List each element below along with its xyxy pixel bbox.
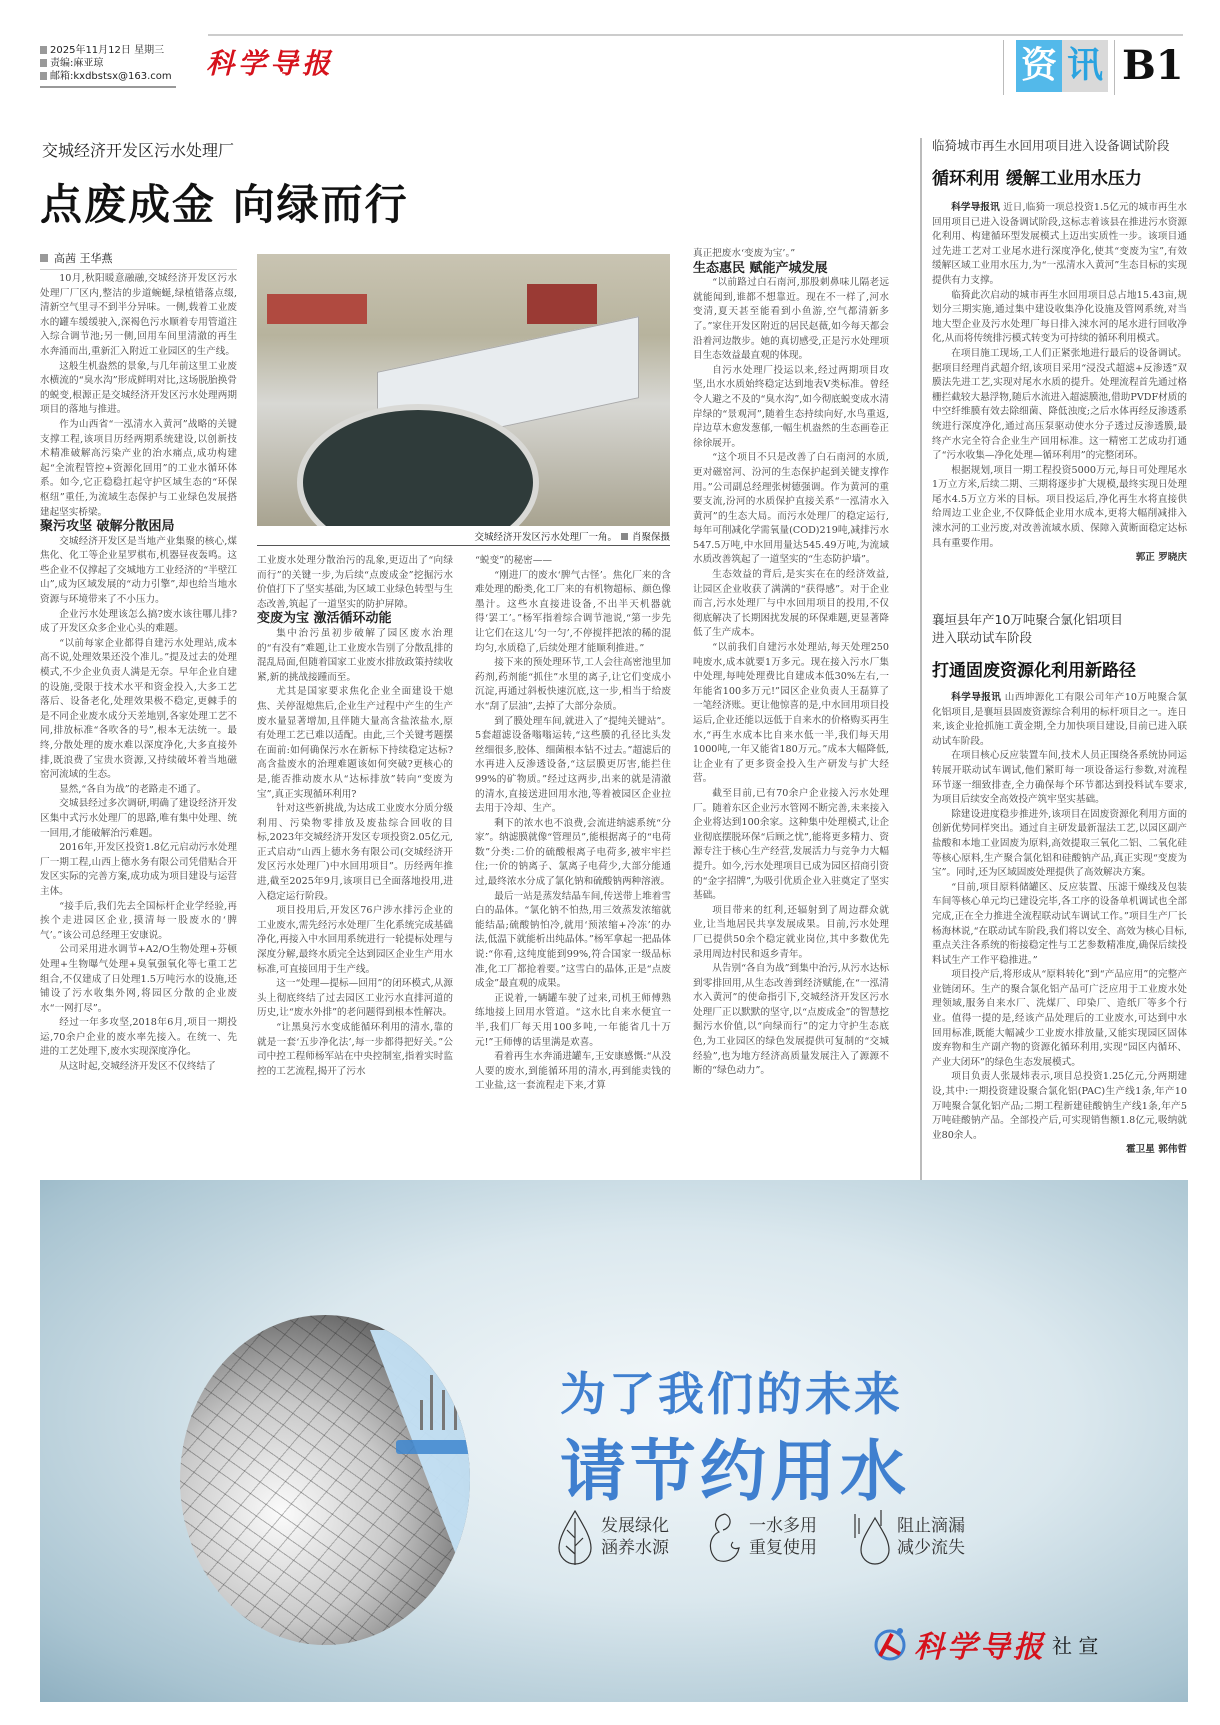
email: 邮箱:kxdbstsx@163.com [40, 70, 176, 83]
sponsor-suffix: 社 宣 [1052, 1633, 1099, 1658]
ad-title-line2: 请节约用水 [560, 1433, 910, 1510]
paragraph: 尤其是国家要求焦化企业全面建设干熄焦、关停湿熄焦后,企业生产过程中产生的生产废水量显著增加,且伴随大量高含盐浓盐水,原有处理工艺已难以适配。由此,三个关键考题摆在面前:如何确保污水在新标下持续稳定达标?高含盐废水的治理难题该如何突破?更核心的是,能否推动废水从“达标排放”转向“变废为宝”,真正实现循环利用? [257, 686, 453, 800]
side-article-headline: 循环利用 缓解工业用水压力 [932, 169, 1142, 189]
paragraph: 2016年,开发区投资1.8亿元启动污水处理厂一期工程,山西上德水务有限公司凭借贴合开发区实际的完善方案,成功成为项目建设与运营主体。 [40, 842, 237, 897]
paragraph: 在项目核心反应装置车间,技术人员正围绕各系统协同运转展开联动试车调试,他们紧盯每一项设备运行参数,对流程环节逐一细致排查,全力确保每个环节都达到投料试车要求,为项目后续安全高效投产筑牢坚实基础。 [932, 750, 1187, 806]
paragraph: 经过一年多攻坚,2018年6月,项目一期投运,70余户企业的废水率先接入。在统一、先进的工艺处理下,废水实现深度净化。 [40, 1017, 237, 1058]
article-column-4 [693, 247, 889, 1079]
paragraph: 真正把废水‘变废为宝’。” [693, 248, 796, 259]
side-article-authors: 霍卫星 郭伟哲 [1126, 1144, 1187, 1156]
paragraph: “以前路过白石南河,那股刺鼻味儿隔老远就能闻到,谁都不想靠近。现在不一样了,河水变清,夏天甚至能看到小鱼游,空气都清新多了。”家住开发区附近的居民赵薇,如今每天都会沿着河边散步。她的真切感受,正是污水处理项目生态效益最直观的体现。 [693, 277, 889, 362]
divider [1003, 40, 1004, 95]
paragraph: 从这时起,交城经济开发区不仅终结了 [59, 1061, 216, 1073]
section-heading: 生态惠民 赋能产城发展 [693, 260, 828, 276]
side-article-kicker: 临猗城市再生水回用项目进入设备调试阶段 [932, 138, 1170, 153]
city-skyline [454, 1405, 457, 1430]
photo-caption [257, 528, 670, 546]
slogan-line: 阻止滴漏 [897, 1516, 965, 1536]
paragraph: 项目投用后,开发区76户涉水排污企业的工业废水,需先经污水处理厂生化系统完成基础净化,再接入中水回用系统进行一轮提标处理与深度分解,最终水质完全达到园区企业生产用水标准,可直接回用于生产线。 [257, 905, 453, 975]
sponsor-emblem-icon [872, 1626, 908, 1662]
paragraph: 交城经济开发区是当地产业集聚的核心,煤焦化、化工等企业星罗棋布,机器昼夜轰鸣。这些企业不仅撑起了交城地方工业经济的“半壁江山”,成为区域发展的“动力引擎”,却也给当地水资源与环境带来了不小压力。 [40, 535, 237, 606]
paragraph-text: 近日,临猗一项总投资1.5亿元的城市再生水回用项目已进入设备调试阶段,这标志着该县在推进污水资源化利用、构建循环型发展模式上迈出实质性一步。该项目通过先进工艺对工业尾水进行深度净化,使其“变废为宝”,有效缓解区域工业用水压力,为“一泓清水入黄河”生态目标的实现提供有力支撑。 [932, 202, 1187, 286]
water-splash-icon [703, 1508, 743, 1566]
paragraph: 公司采用进水调节+A2/O生物处理+芬顿处理+生物曝气处理+臭氧强氧化等七重工艺组合,不仅建成了日处理1.5万吨污水的设施,还铺设了污水收集外网,将园区分散的企业废水“一网打尽”。 [40, 944, 237, 1014]
byline-authors: 高茜 王华燕 [54, 252, 113, 265]
ad-sponsor [872, 1622, 1098, 1666]
paragraph: 项目投产后,将形成从“原料转化”到“产品应用”的完整产业链闭环。生产的聚合氯化铝产品可广泛应用于工业废水处理领域,服务自来水厂、洗煤厂、印染厂、造纸厂等多个行业。值得一提的是,经该产品处理后的工业废水,可达到中水回用标准,既能大幅减少工业废水排放量,又能实现园区固体废弃物和生产副产物的资源化循环利用,实现“园区内循环、产业大闭环”的绿色生态发展模式。 [932, 969, 1187, 1068]
paragraph: “目前,项目原料储罐区、反应装置、压滤干燥线及包装车间等核心单元均已建设完毕,各工序的设备单机调试也全部完成,正在全力推进全流程联动试车调试工作。”项目生产厂长杨海林说,“在联动试车阶段,我们将以安全、高效为核心目标,重点关注各系统的衔接稳定性与工艺参数精准度,确保后续投料试生产工作平稳推进。” [932, 881, 1187, 966]
side-article-kicker: 进入联动试车阶段 [932, 630, 1033, 645]
paragraph: 剩下的浓水也不浪费,会流进纳滤系统“分家”。纳滤膜就像“管理员”,能根据离子的“电荷数”分类:二价的硫酸根离子电荷多,被牢牢拦住;一价的钠离子、氯离子电荷少,大部分能通过,最终浓水分成了氯化钠和硫酸钠两种溶液。 [475, 817, 671, 888]
paragraph: “刚进厂的废水‘脾气古怪’。焦化厂来的含难处理的酚类,化工厂来的有机物超标、颜色像墨汁。这些水直接进设备,不出半天机器就得‘罢工’。”杨军指着综合调节池说,“第一步先让它们在这儿‘匀一匀’,不停搅拌把浓的稀的混均匀,水质稳了,后续处理才能顺利推进。” [475, 569, 671, 654]
side-article-1 [932, 136, 1187, 566]
article-column-3 [475, 554, 671, 1094]
slogan-text [897, 1515, 965, 1559]
paragraph: 工业废水处理分散治污的乱象,更迈出了“向绿而行”的关键一步,为后续“点废成金”挖掘污水价值打下了坚实基础,为区域工业绿色转型与生态改善,筑起了一道坚实的防护屏障。 [257, 555, 453, 610]
paragraph: 到了膜处理车间,就进入了“提纯关键站”。5套超滤设备嗡嗡运转,“这些膜的孔径比头发丝细很多,胶体、细菌根本钻不过去。”超滤后的水再进入反渗透设备,“这层膜更厉害,能拦住99%的矿物质。”经过这两步,出来的就是清澈的清水,直接送进回用水池,等着被园区企业拉去用于冷却、生产。 [475, 715, 671, 815]
issue-date: 2025年11月12日 星期三 [40, 44, 176, 57]
side-article-body [932, 691, 1187, 1158]
paragraph: 最后一站是蒸发结晶车间,传送带上堆着雪白的晶体。“氯化钠不怕热,用三效蒸发浓缩就能结晶;硫酸钠怕冷,就用‘预浓缩+冷冻’的办法,低温下就能析出纯晶体。”杨军拿起一把晶体说:“你看,这纯度能到99%,符合国家一级品标准,化工厂都抢着要。”这雪白的晶体,正是“点废成金”最直观的成果。 [475, 890, 671, 990]
leaf-drop-icon [555, 1508, 595, 1566]
slogan-line: 重复使用 [749, 1538, 817, 1558]
article-column-2 [257, 554, 453, 1079]
dripping-drop-icon [851, 1508, 891, 1566]
paragraph [932, 201, 1187, 289]
article-column-1 [40, 272, 237, 1075]
water-surface [396, 1440, 470, 1454]
paragraph: “以前我们自建污水处理站,每天处理250吨废水,成本就要1万多元。现在接入污水厂集中处理,每吨处理费比自建成本低30%左右,一年能省100多万元!”园区企业负责人王磊算了一笔经济账。更让他惊喜的是,中水回用项目投运后,企业还能以远低于自来水的价格购买再生水,“再生水成本比自来水低一半,我们每天用1000吨,一年又能省180万元。”成本大幅降低,让企业有了更多资金投入生产研发与扩大经营。 [693, 642, 889, 785]
city-skyline [420, 1400, 423, 1430]
newspaper-logo: 科学导报 [206, 47, 335, 80]
paragraph: 在项目施工现场,工人们正紧张地进行最后的设备调试。据项目经理肖武超介绍,该项目采用“浸没式超滤+反渗透”双膜法先进工艺,实现对尾水水质的提升。处理流程首先通过格栅拦截较大悬浮物,随后水流进入超滤膜池,借助PVDF材质的中空纤维膜有效去除细菌、降低浊度;之后水体再经反渗透系统进行深度净化,通过高压泵驱动使水分子透过反渗透膜,最终产水完全符合企业生产回用标准。这一精密工艺成功打通了“污水收集—净化处理—循环利用”的完整闭环。 [932, 347, 1187, 462]
paragraph: 10月,秋阳暖意融融,交城经济开发区污水处理厂厂区内,整洁的步道蜿蜒,绿植错落点缀,清新空气里寻不到半分异味。一侧,载着工业废水的罐车缓缓驶入,深褐色污水顺着专用管道注入综合调节池;另一侧,回用车间里清澈的再生水奔涌而出,重新汇入附近工业园区的生产线。 [40, 273, 237, 357]
slogan-text [749, 1515, 817, 1559]
cracked-globe-image [180, 1315, 470, 1645]
lead-label: 科学导报讯 [951, 692, 1002, 703]
ad-title-line1: 为了我们的未来 [560, 1367, 903, 1421]
photo-building [527, 284, 597, 324]
paragraph: 看着再生水奔涌进罐车,王安康感慨:“从没人要的废水,到能循环用的清水,再到能卖钱的工业盐,这一套流程走下来,才算 [475, 1051, 671, 1092]
section-char-1: 资 [1016, 40, 1062, 92]
paragraph: 这般生机盎然的景象,与几年前这里工业废水横流的“臭水沟”形成鲜明对比,这场脱胎换骨的蜕变,根源正是交城经济开发区污水处理两期项目的落地与推进。 [40, 360, 237, 416]
paragraph: 根据规划,项目一期工程投资5000万元,每日可处理尾水1万立方米,后续二期、三期将逐步扩大规模,最终实现日处理尾水4.5万立方米的目标。项目投运后,净化再生水将直接供给周边工业企业,不仅降低企业用水成本,更将大幅削减排入涑水河的工业污废,对改善流域水质、保障入黄断面稳定达标具有重要作用。 [932, 464, 1187, 549]
paragraph: 项目带来的红利,还辐射到了周边群众就业,让当地居民共享发展成果。目前,污水处理厂已提供50余个稳定就业岗位,其中多数优先录用周边村民和返乡青年。 [693, 904, 889, 960]
paragraph: 从告别“各自为战”到集中治污,从污水达标到零排回用,从生态改善到经济赋能,在“一泓清水入黄河”的使命指引下,交城经济开发区污水处理厂正以默默的坚守,以“点废成金”的智慧挖掘污水价值,以“向绿而行”的定力守护生态底色,为工业园区的绿色发展提供可复制的“交城经验”,也为地方经济高质量发展注入了源源不断的“绿色动力”。 [693, 963, 889, 1077]
paragraph: “蜕变”的秘密—— [475, 555, 552, 566]
divider [1114, 40, 1115, 95]
slogan-text [601, 1515, 669, 1559]
issue-meta [40, 44, 176, 88]
paragraph: “这个项目不只是改善了白石南河的水质,更对磁窑河、汾河的生态保护起到关键支撑作用。”公司副总经理张树德强调。作为黄河的重要支流,汾河的水质保护直接关系“一泓清水入黄河”的生态大局。而污水处理厂的稳定运行,每年可削减化学需氧量(COD)219吨,减排污水547.5万吨,中水回用量达545.49万吨,为流域水质改善筑起了一道坚实的“生态防护墙”。 [693, 452, 889, 566]
slogan-line: 一水多用 [749, 1516, 817, 1536]
paragraph: 针对这些新挑战,为达成工业废水分质分级利用、污染物零排放及废盐综合回收的目标,2023年交城经济开发区专项投资2.05亿元,正式启动“山西上德水务有限公司(交城经济开发区污水处理厂)中水回用项目”。历经两年推进,截至2025年9月,该项目已全面落地投用,进入稳定运行阶段。 [257, 803, 453, 902]
side-article-2 [932, 610, 1187, 1158]
paragraph: 显然,“各自为战”的老路走不通了。 [59, 783, 207, 795]
paragraph: 集中治污虽初步破解了园区废水治理的“有没有”难题,让工业废水告别了分散乱排的混乱局面,但随着国家工业废水排放政策持续收紧,新的挑战接踵而至。 [257, 627, 453, 683]
slogan-item [555, 1508, 669, 1566]
side-article-body [932, 201, 1187, 566]
side-article-kicker: 襄垣县年产10万吨聚合氯化铝项目 [932, 612, 1123, 627]
section-heading: 变废为宝 激活循环动能 [257, 611, 392, 627]
paragraph: 正说着,一辆罐车驶了过来,司机王师傅熟练地接上回用水管道。“这水比自来水便宜一半,我们厂每天用100多吨,一年能省几十万元!”王师傅的话里满是欢喜。 [475, 992, 671, 1048]
paragraph: 临猗此次启动的城市再生水回用项目总占地15.43亩,规划分三期实施,通过集中建设收集净化设施及管网系统,对当地大型企业及污水处理厂每日排入涑水河的尾水进行回收净化,从而将传统排污模式转变为可持续的循环利用模式。 [932, 289, 1187, 345]
article-headline: 点废成金 向绿而行 [40, 180, 409, 229]
paragraph: 接下来的预处理环节,工人会往高密池里加药剂,药剂能“抓住”水里的离子,让它们变成小沉淀,再通过斜板快速沉底,这一步,相当于给废水“刮了层油”,去掉了大部分杂质。 [475, 657, 671, 712]
water-saving-ad [40, 1180, 1188, 1702]
paragraph [932, 691, 1187, 749]
paragraph: “接手后,我们先去全国标杆企业学经验,再挨个走进园区企业,摸清每一股废水的‘脾气’。”该公司总经理王安康说。 [40, 900, 237, 941]
section-char-2: 讯 [1062, 40, 1108, 92]
article-byline [40, 250, 237, 270]
top-rule [208, 34, 1183, 36]
paragraph-text: 山西坤源化工有限公司年产10万吨聚合氯化铝项目,是襄垣县固废资源综合利用的标杆项目之一。连日来,该企业抢抓施工黄金期,全力加快项目建设,目前已进入联动试车阶段。 [932, 692, 1187, 747]
paragraph: 这一“处理—提标—回用”的闭环模式,从源头上彻底终结了过去园区工业污水直排河道的历史,让“废水外排”的老问题得到根本性解决。 [257, 978, 453, 1019]
square-marker-icon [621, 533, 628, 540]
plant-photo [257, 254, 670, 526]
paragraph: 项目负责人张晟炜表示,项目总投资1.25亿元,分两期建设,其中:一期投资建设聚合氯化铝(PAC)生产线1条,年产10万吨聚合氯化铝产品;二期工程新建硅酸钠生产线1条,年产5万吨硅酸钠产品。全部投产后,可实现销售额1.8亿元,吸纳就业80余人。 [932, 1071, 1187, 1141]
city-skyline [442, 1390, 445, 1430]
sponsor-logo-text: 科学导报 [914, 1630, 1046, 1665]
slogan-line: 发展绿化 [601, 1516, 669, 1536]
slogan-item [703, 1508, 817, 1566]
slogan-item [851, 1508, 965, 1566]
editor: 责编:麻亚琼 [40, 57, 176, 70]
photo-credit: 肖聚保摄 [631, 532, 670, 543]
photo-building [267, 294, 367, 324]
paragraph: “以前每家企业都得自建污水处理站,成本高不说,处理效果还没个准儿。”提及过去的处理模式,不少企业负责人满是无奈。早年企业自建的设施,受限于技术水平和资金投入,大多工艺落后、设备老化,处理效果极不稳定,更棘手的是不同企业废水成分天差地别,各家处理工艺不同,排放标准“各吹各的号”,根本无法统一。最终,分散处理的废水难以深度净化,大多直接外排,既浪费了宝贵水资源,又持续破坏着当地磁窑河流域的生态。 [40, 637, 237, 781]
paragraph: 交城县经过多次调研,明确了建设经济开发区集中式污水处理厂的思路,唯有集中处理、统一回用,才能破解治污难题。 [40, 798, 237, 839]
section-heading: 聚污攻坚 破解分散困局 [40, 519, 175, 535]
caption-text: 交城经济开发区污水处理厂一角。 [474, 532, 617, 543]
side-article-headline: 打通固废资源化利用新路径 [932, 661, 1136, 681]
paragraph: 截至目前,已有70余户企业接入污水处理厂。随着东区企业污水管网不断完善,未来接入企业将达到100余家。这种集中处理模式,让企业彻底摆脱环保“后顾之忧”,能将更多精力、资源专注于核心生产经营,发展活力与竞争力大幅提升。如今,污水处理项目已成为园区招商引资的“金字招牌”,为吸引优质企业入驻奠定了坚实基础。 [693, 787, 889, 902]
paragraph: “让黑臭污水变成能循环利用的清水,靠的就是一套‘五步净化法’,每一步都得把好关。”公司中控工程师杨军站在中央控制室,指着实时监控的工艺流程,揭开了污水 [257, 1022, 453, 1077]
paragraph: 企业污水处理该怎么搞?废水该往哪儿排?成了开发区众多企业心头的难题。 [40, 608, 237, 635]
side-article-authors: 郭正 罗晓庆 [1135, 552, 1187, 564]
paragraph: 自污水处理厂投运以来,经过两期项目攻坚,出水水质始终稳定达到地表V类标准。曾经令人避之不及的“臭水沟”,如今彻底蜕变成水清岸绿的“景观河”,随着生态持续向好,水鸟重返,岸边草木愈发葱郁,一幅生机盎然的生态画卷正徐徐展开。 [693, 364, 889, 449]
ad-slogans [555, 1508, 965, 1566]
paragraph: 作为山西省“一泓清水入黄河”战略的关键支撑工程,该项目历经两期系统建设,以创新技术精准破解高污染产业的治水痛点,成功构建起“全流程管控+资源化回用”的工业水循环体系。如今,它正稳稳扛起守护区域生态的“环保枢纽”重任,为流域生态保护与工业绿色发展搭建起坚实桥梁。 [40, 418, 237, 518]
slogan-line: 减少流失 [897, 1538, 965, 1558]
paragraph: 除建设进度稳步推进外,该项目在固废资源化利用方面的创新优势同样突出。通过自主研发最新湿法工艺,以园区副产盐酸和本地工业固废为原料,高效提取三氧化二铝、二氧化硅等核心原料,生产聚合氯化铝和硅酸钠产品,真正实现“变废为宝”。同时,还为区域固废处理提供了高效解决方案。 [932, 808, 1187, 879]
lead-label: 科学导报讯 [951, 202, 1000, 213]
slogan-line: 涵养水源 [601, 1538, 669, 1558]
paragraph: 生态效益的背后,是实实在在的经济效益,让园区企业收获了满满的“获得感”。对于企业而言,污水处理厂与中水回用项目的投用,不仅彻底解决了长期困扰发展的环保难题,更显著降低了生产成本。 [693, 569, 889, 639]
article-kicker: 交城经济开发区污水处理厂 [42, 141, 235, 160]
page-number: B1 [1122, 42, 1184, 89]
city-skyline [430, 1375, 433, 1430]
